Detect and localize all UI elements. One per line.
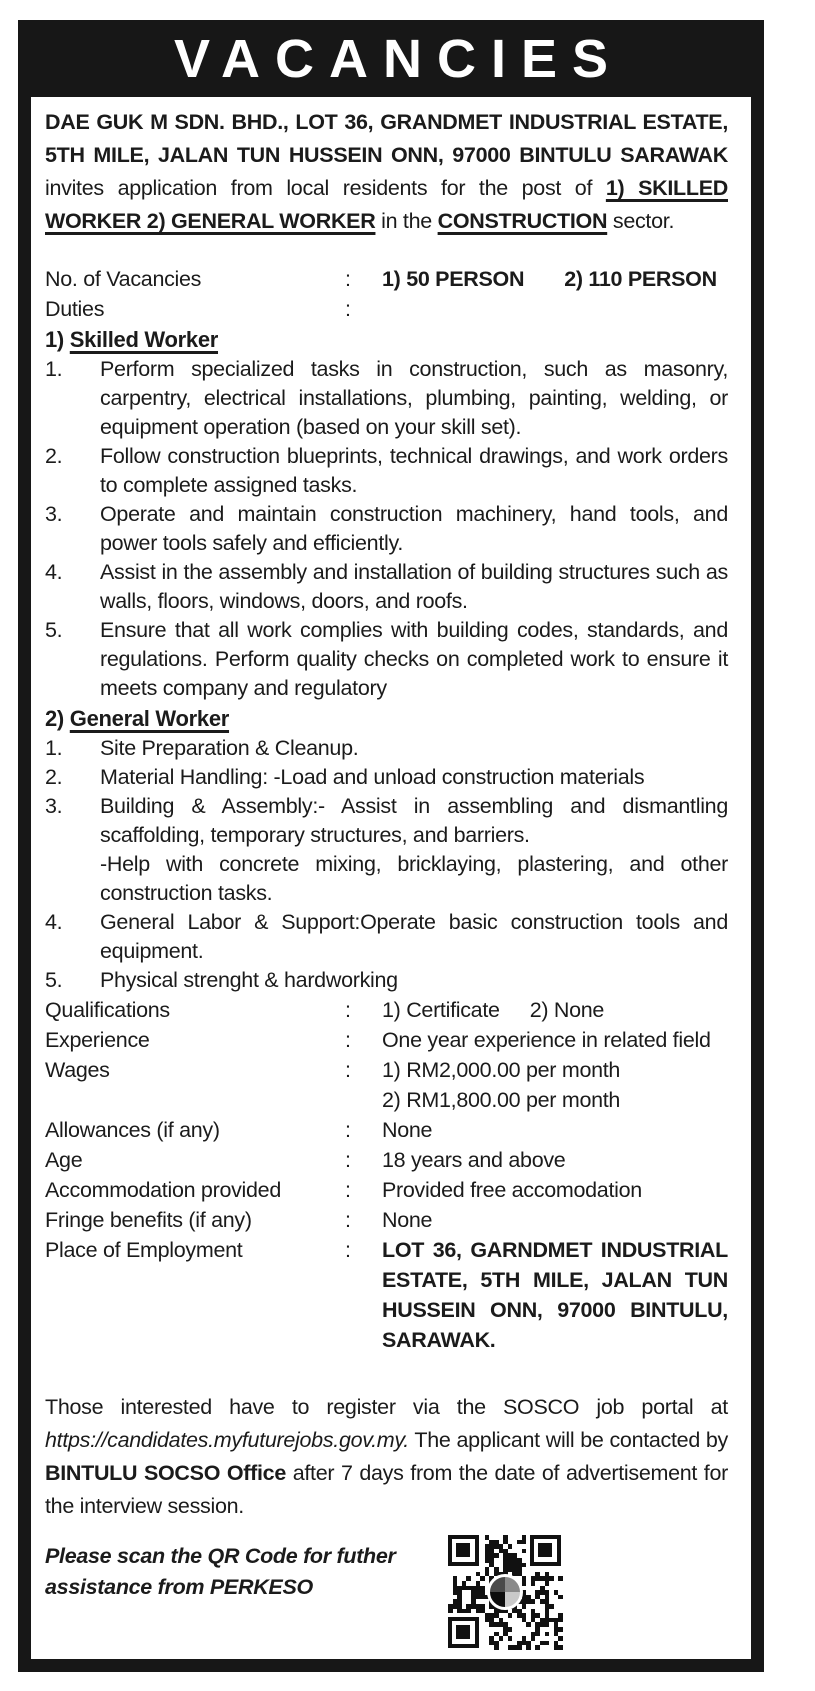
age-row xyxy=(45,1145,728,1175)
qr-note: Please scan the QR Code for futher assistance from PERKESO xyxy=(45,1544,396,1599)
wages-row xyxy=(45,1055,728,1115)
colon: : xyxy=(345,1178,351,1202)
item-text: Site Preparation & Cleanup. xyxy=(100,736,359,760)
qr-finder-icon xyxy=(448,1535,479,1566)
vacancies-row xyxy=(45,264,728,294)
vacancies-count-2: 2) 110 PERSON xyxy=(564,267,717,291)
accommodation-label: Accommodation provided xyxy=(45,1178,281,1202)
qualifications-row xyxy=(45,995,728,1025)
place-value: LOT 36, GARNDMET INDUSTRIAL ESTATE, 5TH MILE, JALAN TUN HUSSEIN ONN, 97000 BINTULU, SARAWAK. xyxy=(382,1238,728,1352)
allowances-label: Allowances (if any) xyxy=(45,1118,220,1142)
allowances-row xyxy=(45,1115,728,1145)
advert-body xyxy=(31,97,751,1659)
list-item xyxy=(45,966,728,995)
list-item xyxy=(45,616,728,703)
vacancies-label: No. of Vacancies xyxy=(45,267,202,291)
item-text xyxy=(100,792,728,908)
intro-text: sector. xyxy=(607,209,675,233)
item-number: 1. xyxy=(45,357,63,381)
heading-title: Skilled Worker xyxy=(69,327,219,352)
item-text-continuation: -Help with concrete mixing, bricklaying, plastering, and other construction tasks. xyxy=(100,852,728,905)
register-text: Those interested have to register via the SOSCO job portal at xyxy=(45,1395,728,1419)
registration-paragraph xyxy=(45,1391,728,1523)
qualification-1: 1) Certificate xyxy=(382,998,500,1022)
perkeso-logo-icon xyxy=(487,1574,523,1610)
item-text: Operate and maintain construction machinery, hand tools, and power tools safely and efficiently. xyxy=(100,502,728,555)
place-label: Place of Employment xyxy=(45,1238,243,1262)
list-item xyxy=(45,355,728,442)
qualifications-value xyxy=(382,995,728,1025)
age-label: Age xyxy=(45,1148,83,1172)
qualification-2: 2) None xyxy=(529,998,605,1022)
colon: : xyxy=(345,1058,351,1082)
company-address: DAE GUK M SDN. BHD., LOT 36, GRANDMET INDUSTRIAL ESTATE, 5TH MILE, JALAN TUN HUSSEIN ONN, 97000 BINTULU SARAWAK xyxy=(45,110,728,167)
item-number: 3. xyxy=(45,502,63,526)
intro-paragraph xyxy=(45,106,728,238)
item-text: Material Handling: -Load and unload construction materials xyxy=(100,765,645,789)
fringe-benefits-label: Fringe benefits (if any) xyxy=(45,1208,252,1232)
item-text: Perform specialized tasks in construction, such as masonry, carpentry, electrical installations, plumbing, painting, welding, or equipment operation (based on your skill set). xyxy=(100,357,728,439)
duties-label: Duties xyxy=(45,297,105,321)
fringe-benefits-value: None xyxy=(382,1208,433,1232)
list-item xyxy=(45,763,728,792)
colon: : xyxy=(345,1208,351,1232)
colon: : xyxy=(345,267,351,291)
list-item xyxy=(45,734,728,763)
list-item xyxy=(45,792,728,908)
item-number: 5. xyxy=(45,968,63,992)
age-value: 18 years and above xyxy=(382,1148,566,1172)
portal-url: https://candidates.myfuturejobs.gov.my. xyxy=(45,1428,409,1452)
register-text: after 7 days from the date of advertisement for the interview session. xyxy=(45,1461,728,1518)
allowances-value: None xyxy=(382,1118,433,1142)
heading-title: General Worker xyxy=(69,706,230,731)
experience-label: Experience xyxy=(45,1028,150,1052)
register-text: The applicant will be contacted by xyxy=(408,1428,728,1452)
item-number: 3. xyxy=(45,794,63,818)
item-text: General Labor & Support:Operate basic construction tools and equipment. xyxy=(100,910,728,963)
colon: : xyxy=(345,297,351,321)
advert-border-frame xyxy=(18,20,764,1672)
heading-prefix: 2) xyxy=(45,706,64,731)
wage-2: 2) RM1,800.00 per month xyxy=(382,1088,621,1112)
qr-finder-icon xyxy=(448,1617,479,1648)
general-worker-heading xyxy=(45,703,728,734)
colon: : xyxy=(345,998,351,1022)
experience-value: One year experience in related field xyxy=(382,1028,711,1052)
qualifications-label: Qualifications xyxy=(45,998,170,1022)
vacancies-count-1: 1) 50 PERSON xyxy=(382,267,525,291)
fringe-benefits-row xyxy=(45,1205,728,1235)
colon: : xyxy=(345,1148,351,1172)
list-item xyxy=(45,908,728,966)
colon: : xyxy=(345,1238,351,1262)
item-number: 1. xyxy=(45,736,63,760)
socso-office: BINTULU SOCSO Office xyxy=(45,1461,286,1485)
colon: : xyxy=(345,1118,351,1142)
accommodation-row xyxy=(45,1175,728,1205)
list-item xyxy=(45,500,728,558)
item-text: Ensure that all work complies with building codes, standards, and regulations. Perform quality checks on completed work to ensure it meets company and regulatory xyxy=(100,618,728,700)
vacancies-value xyxy=(382,264,728,294)
item-text: Physical strenght & hardworking xyxy=(100,968,398,992)
item-number: 4. xyxy=(45,560,63,584)
heading-prefix: 1) xyxy=(45,327,64,352)
post-titles: 1) SKILLED WORKER 2) GENERAL WORKER xyxy=(45,176,728,233)
qr-code xyxy=(448,1535,561,1648)
wages-label: Wages xyxy=(45,1058,110,1082)
duties-row xyxy=(45,294,728,324)
item-text: Follow construction blueprints, technical drawings, and work orders to complete assigned tasks. xyxy=(100,444,728,497)
header-band xyxy=(18,20,764,97)
item-number: 4. xyxy=(45,910,63,934)
wage-1: 1) RM2,000.00 per month xyxy=(382,1058,621,1082)
list-item xyxy=(45,558,728,616)
item-number: 5. xyxy=(45,618,63,642)
qr-finder-icon xyxy=(530,1535,561,1566)
intro-text: in the xyxy=(375,209,438,233)
page-title: VACANCIES xyxy=(173,28,624,89)
experience-row xyxy=(45,1025,728,1055)
wages-value xyxy=(382,1055,728,1115)
colon: : xyxy=(345,1028,351,1052)
place-of-employment-row xyxy=(45,1235,728,1355)
skilled-worker-heading xyxy=(45,324,728,355)
accommodation-value: Provided free accomodation xyxy=(382,1178,642,1202)
list-item xyxy=(45,442,728,500)
item-text-line: Building & Assembly:- Assist in assembling and dismantling scaffolding, temporary structures, and barriers. xyxy=(100,794,728,847)
item-number: 2. xyxy=(45,444,63,468)
intro-text: invites application from local residents for the post of xyxy=(45,176,606,200)
item-text: Assist in the assembly and installation of building structures such as walls, floors, windows, doors, and roofs. xyxy=(100,560,728,613)
sector-name: CONSTRUCTION xyxy=(437,209,608,233)
item-number: 2. xyxy=(45,765,63,789)
